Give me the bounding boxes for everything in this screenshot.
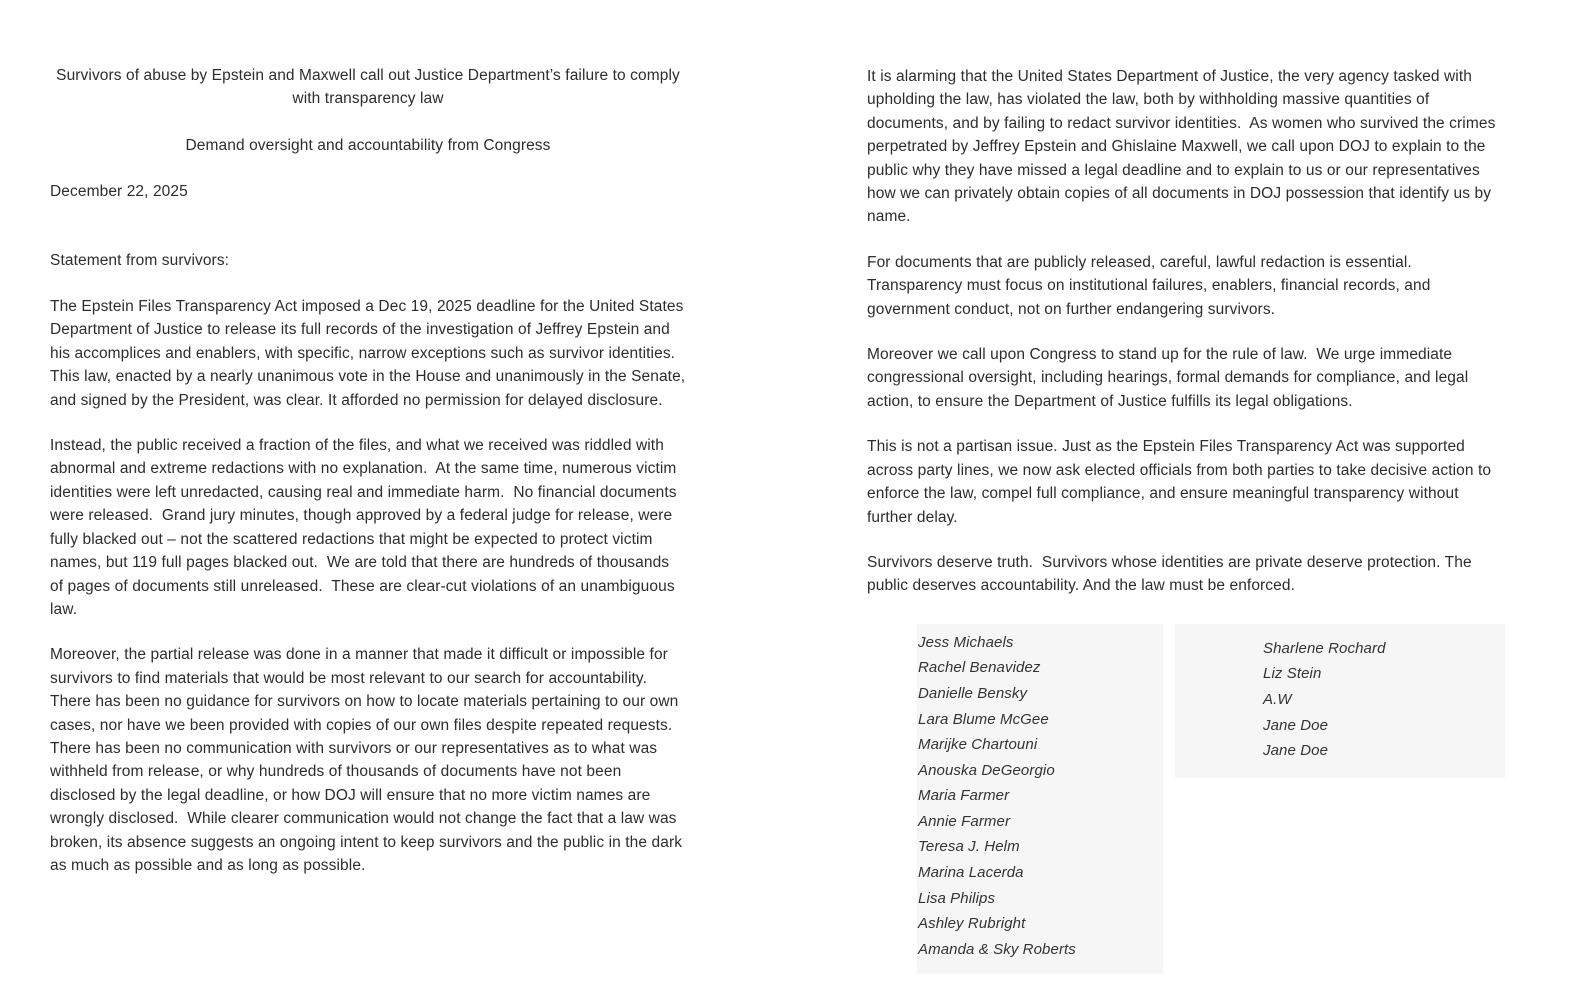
signature-name: Lara Blume McGee (918, 710, 1049, 728)
signature-column-1 (917, 624, 1163, 975)
paragraph: Moreover we call upon Congress to stand up for the rule of law. We urge immediate congressional oversight, including hearings, formal demands for compliance, and legal action, to ensure the Department of Justice fulfills its legal obligations. (867, 346, 1473, 410)
signature-name: A.W (1263, 690, 1292, 708)
signature-name: Maria Farmer (918, 787, 1010, 805)
signature-name: Amanda & Sky Roberts (918, 940, 1076, 958)
signature-name: Jane Doe (1263, 742, 1329, 760)
signature-name: Liz Stein (1263, 665, 1322, 683)
paragraph: The Epstein Files Transparency Act imposed a Dec 19, 2025 deadline for the United States Department of Justice to release its full records of the investigation of Jeffrey Epstein and his accomplices and enablers, with specific, narrow exceptions such as survivor identities. This law, enacted by a nearly unanimous vote in the House and unanimously in the Senate, and signed by the President, was clear. It afforded no permission for delayed disclosure. (50, 298, 690, 409)
document-title: Survivors of abuse by Epstein and Maxwell call out Justice Department’s failure to comply with transparency law (56, 67, 685, 108)
signature-name: Lisa Philips (918, 889, 996, 907)
paragraph: Moreover, the partial release was done in a manner that made it difficult or impossible for survivors to find materials that would be most relevant to our search for accountability. There has been no guidance for survivors on how to locate materials pertaining to our own cases, nor have we been provided with copies of our own files despite repeated requests. There has been no communication with survivors or our representatives as to what was withheld from release, or why hundreds of thousands of documents have not been disclosed by the legal deadline, or how DOJ will ensure that no more victim names are wrongly disclosed. While clearer communication would not change the fact that a law was broken, its absence suggests an ongoing intent to keep survivors and the public in the dark as much as possible and as long as possible. (50, 646, 687, 874)
paragraph: Survivors deserve truth. Survivors whose identities are private deserve protection. The public deserves accountability. And the law must be enforced. (867, 553, 1477, 595)
left-column (50, 0, 690, 899)
signature-name: Anouska DeGeorgio (918, 761, 1055, 779)
signature-name: Jane Doe (1263, 716, 1329, 734)
signature-name: Teresa J. Helm (918, 838, 1020, 856)
statement-label: Statement from survivors: (50, 251, 230, 269)
date-line: December 22, 2025 (50, 183, 188, 201)
signature-column-2 (1175, 624, 1505, 778)
paragraph: This is not a partisan issue. Just as the Epstein Files Transparency Act was supported across party lines, we now ask elected officials from both parties to take decisive action to enforce the law, compel full compliance, and ensure meaningful transparency without further delay. (867, 438, 1496, 526)
signatures (867, 624, 1507, 975)
signature-name: Danielle Bensky (918, 684, 1028, 702)
signature-name: Jess Michaels (918, 633, 1014, 651)
signature-name: Sharlene Rochard (1263, 639, 1386, 657)
signature-name: Ashley Rubright (918, 915, 1026, 933)
signature-name: Rachel Benavidez (918, 659, 1041, 677)
signature-name: Annie Farmer (918, 812, 1011, 830)
signature-name: Marijke Chartouni (918, 736, 1038, 754)
paragraph: Instead, the public received a fraction of the files, and what we received was riddled with abnormal and extreme redactions with no explanation. At the same time, numerous victim identities were left unredacted, causing real and immediate harm. No financial documents were released. Grand jury minutes, though approved by a federal judge for release, were fully blacked out – not the scattered redactions that might be expected to protect victim names, but 119 full pages blacked out. We are told that there are hundreds of thousands of pages of documents still unreleased. These are clear-cut violations of an unambiguous law. (50, 437, 682, 618)
paragraph: It is alarming that the United States Department of Justice, the very agency tasked with upholding the law, has violated the law, both by withholding massive quantities of documents, and by failing to redact survivor identities. As women who survived the crimes perpetrated by Jeffrey Epstein and Ghislaine Maxwell, we call upon DOJ to explain to the public why they have missed a legal deadline and to explain to us or our representatives how we can privately obtain copies of all documents in DOJ possession that identify us by name. (867, 68, 1500, 226)
document-subtitle: Demand oversight and accountability from Congress (185, 136, 551, 154)
signature-name: Marina Lacerda (918, 864, 1024, 882)
right-column (867, 0, 1507, 974)
paragraph: For documents that are publicly released, careful, lawful redaction is essential. Transparency must focus on institutional failures, enablers, financial records, and government conduct, not on further endangering survivors. (867, 253, 1435, 318)
